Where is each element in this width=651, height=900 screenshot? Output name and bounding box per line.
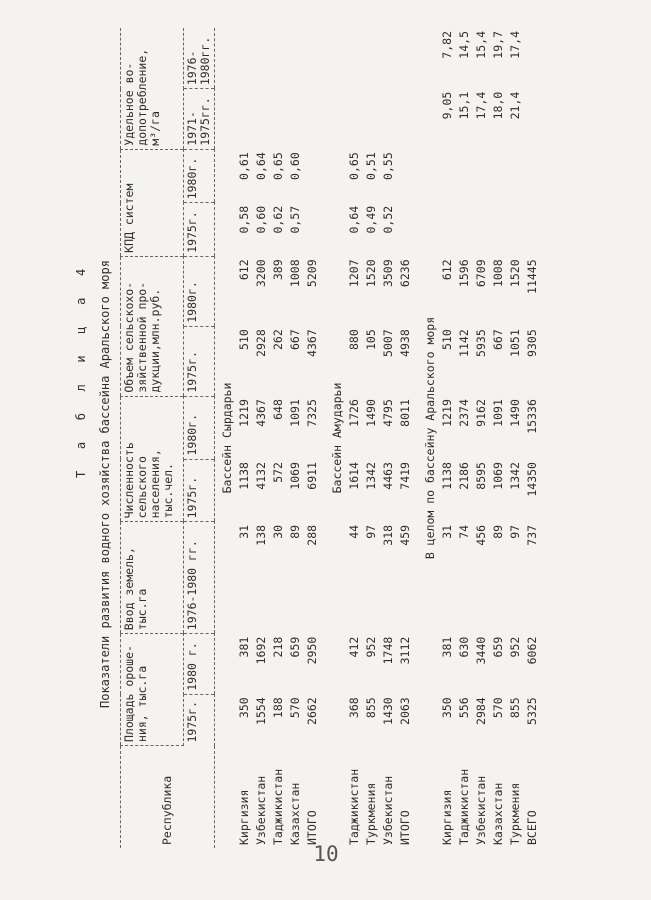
value-cell: 6911 [305,462,319,490]
value-cell [490,149,507,203]
subheader-kpd-1975: 1975г. [184,203,215,257]
value-cell: 1069 [491,462,505,490]
value-cell: 0,64 [347,205,361,234]
value-cell: 1051 [508,329,522,357]
table-caption: Т а б л и ц а 4 [74,261,88,478]
value-cell: 1138 [237,462,251,490]
value-cell: 9,05 [440,91,454,120]
value-cell: 7,82 [440,31,454,59]
value-cell: 2662 [305,697,319,725]
value-cell [380,28,397,89]
value-cell: 7325 [305,399,319,427]
value-cell: 15,1 [457,91,471,120]
value-cell: 1596 [457,259,471,288]
value-cell: 15336 [525,399,539,434]
republic-name-cell: Узбекистан [254,775,268,845]
value-cell: 570 [491,697,505,719]
value-cell: 659 [288,636,302,658]
table-row [270,28,287,848]
value-cell: 0,65 [271,152,285,180]
value-cell: 6709 [474,259,488,288]
value-cell: 2374 [457,399,471,427]
value-cell: 2063 [398,697,412,725]
value-cell: 288 [305,524,319,546]
value-cell: 630 [457,636,471,658]
value-cell: 6062 [525,636,539,665]
value-cell: 350 [237,697,251,719]
subheader-water-1976-1980: 1976- 1980гг. [184,28,215,89]
value-cell: 5935 [474,329,488,357]
value-cell: 105 [364,329,378,351]
value-cell: 350 [440,697,454,719]
table-row [439,28,456,848]
value-cell [524,89,545,150]
value-cell: 381 [237,636,251,658]
table-title: Показатели развития водного хозяйства бассейна Аральского моря [98,260,112,708]
value-cell: 0,57 [288,205,302,234]
value-cell: 1520 [508,259,522,288]
table-row [346,28,363,848]
value-cell [304,89,325,150]
value-cell: 1008 [491,259,505,288]
value-cell: 5325 [525,697,539,725]
value-cell: 15,4 [474,31,488,59]
value-cell: 0,64 [254,152,268,180]
value-cell: 612 [440,259,454,281]
value-cell: 11445 [525,259,539,294]
value-cell [524,28,545,89]
table-row [304,28,325,848]
value-cell: 737 [525,524,539,546]
table-body [215,28,546,848]
value-cell: 1091 [491,399,505,427]
value-cell [456,149,473,203]
value-cell: 5209 [305,259,319,288]
value-cell: 459 [398,524,412,546]
value-cell: 1614 [347,462,361,490]
header-irrigated-area: Площадь ороше- ния, тыс.га [121,634,184,746]
value-cell: 556 [457,697,471,719]
value-cell: 412 [347,636,361,658]
republic-name-cell: Таджикистан [457,768,471,845]
table-row [380,28,397,848]
table-row [253,28,270,848]
value-cell: 97 [364,524,378,539]
value-cell: 0,65 [347,152,361,180]
republic-name-cell: ВСЕГО [525,810,539,845]
value-cell: 6236 [398,259,412,288]
value-cell: 1342 [508,462,522,490]
value-cell: 3112 [398,636,412,665]
table-row [287,28,304,848]
table-row [236,28,253,848]
subheader-pop-1980: 1980г. [184,396,215,459]
value-cell: 5007 [381,329,395,357]
value-cell [524,203,545,257]
value-cell: 97 [508,524,522,539]
value-cell: 8011 [398,399,412,427]
value-cell [456,203,473,257]
value-cell: 0,58 [237,205,251,234]
value-cell: 0,62 [271,205,285,234]
republic-name-cell: Туркмения [364,782,378,845]
value-cell [439,149,456,203]
subheader-area-1980: 1980 г. [184,634,215,695]
value-cell: 880 [347,329,361,351]
value-cell: 952 [508,636,522,658]
republic-name-cell: Таджикистан [271,768,285,845]
republic-name-cell: ИТОГО [398,810,412,845]
value-cell: 952 [364,636,378,658]
value-cell: 572 [271,462,285,483]
data-table [120,28,545,848]
value-cell: 368 [347,697,361,719]
value-cell [253,89,270,150]
value-cell: 138 [254,524,268,546]
value-cell: 2186 [457,462,471,490]
value-cell: 262 [271,329,285,351]
value-cell: 218 [271,636,285,658]
value-cell: 0,60 [288,152,302,180]
section-title: Бассейн Амударьи [330,382,344,494]
section-title: В целом по бассейну Аральского моря [423,316,437,560]
value-cell [439,203,456,257]
value-cell: 659 [491,636,505,658]
value-cell: 89 [491,524,505,539]
value-cell [490,203,507,257]
section-title: Бассейн Сырдарьи [220,382,234,494]
value-cell: 21,4 [508,91,522,120]
value-cell: 4795 [381,399,395,427]
value-cell [473,203,490,257]
value-cell: 74 [457,524,471,539]
header-agri-production: Объем сельскохо- зяйственной про- дукции,млн.руб. [121,256,184,396]
value-cell: 2984 [474,697,488,725]
table-row [524,28,545,848]
header-water-consumption: Удельное во- допотребление, м³/га [121,28,184,149]
value-cell: 1430 [381,697,395,725]
republic-name-cell: Узбекистан [474,775,488,845]
table-row [490,28,507,848]
page-number: 10 [313,842,339,866]
value-cell: 389 [271,259,285,281]
value-cell: 4367 [305,329,319,357]
subheader-prod-1975: 1975г. [184,326,215,396]
value-cell [397,203,418,257]
subheader-kpd-1980: 1980г. [184,149,215,203]
value-cell: 8595 [474,462,488,490]
value-cell [253,28,270,89]
value-cell: 0,49 [364,205,378,234]
republic-name-cell: Туркмения [508,782,522,845]
value-cell: 1008 [288,259,302,288]
value-cell: 2950 [305,636,319,665]
value-cell: 0,52 [381,205,395,234]
value-cell: 0,55 [381,152,395,180]
value-cell: 0,60 [254,205,268,234]
section-header-row [215,28,237,848]
value-cell: 1069 [288,462,302,490]
value-cell: 1490 [364,399,378,427]
subheader-area-1975: 1975г. [184,694,215,745]
value-cell [363,28,380,89]
value-cell: 1091 [288,399,302,427]
value-cell: 1219 [237,399,251,427]
value-cell: 31 [440,524,454,539]
value-cell: 1490 [508,399,522,427]
value-cell [287,28,304,89]
republic-name-cell: Киргизия [237,789,251,845]
value-cell: 9162 [474,399,488,427]
header-rural-population: Численность сельского населения, тыс.чел. [121,396,184,522]
value-cell: 456 [474,524,488,546]
value-cell [346,28,363,89]
value-cell: 855 [508,697,522,719]
value-cell: 381 [440,636,454,658]
value-cell: 9305 [525,329,539,357]
value-cell: 855 [364,697,378,719]
table-row [507,28,524,848]
value-cell [507,203,524,257]
value-cell: 1692 [254,636,268,665]
value-cell: 3200 [254,259,268,288]
value-cell [507,149,524,203]
table-header [121,28,215,848]
republic-name-cell: Киргизия [440,789,454,845]
value-cell [270,28,287,89]
table-row [397,28,418,848]
value-cell: 89 [288,524,302,539]
section-header-row [418,28,439,848]
value-cell: 7419 [398,462,412,490]
value-cell [397,89,418,150]
value-cell: 648 [271,399,285,420]
table-row [456,28,473,848]
value-cell: 1142 [457,329,471,357]
header-land-introduction: Ввод земель, тыс.га [121,522,184,634]
value-cell [397,149,418,203]
section-header-row [325,28,346,848]
value-cell [304,203,325,257]
subheader-pop-1975: 1975г. [184,459,215,522]
value-cell: 30 [271,524,285,539]
value-cell: 1342 [364,462,378,490]
value-cell: 510 [237,329,251,351]
value-cell: 1219 [440,399,454,427]
value-cell [380,89,397,150]
republic-name-cell: Узбекистан [381,775,395,845]
republic-name-cell: Таджикистан [347,768,361,845]
value-cell: 0,51 [364,152,378,180]
value-cell: 570 [288,697,302,719]
table-row [363,28,380,848]
value-cell [363,89,380,150]
rotated-table-page [70,28,590,848]
value-cell: 1726 [347,399,361,427]
header-system-efficiency: КПД систем [121,149,184,256]
subheader-water-1971-1975: 1971- 1975гг. [184,89,215,150]
value-cell: 1554 [254,697,268,725]
value-cell [287,89,304,150]
value-cell: 0,61 [237,152,251,180]
value-cell: 4132 [254,462,268,490]
value-cell: 3509 [381,259,395,288]
value-cell: 318 [381,524,395,546]
value-cell: 1138 [440,462,454,490]
subheader-intro-period: 1976-1980 гг. [184,522,215,634]
republic-name-cell: Казахстан [491,782,505,845]
value-cell: 3440 [474,636,488,665]
value-cell [304,28,325,89]
value-cell: 1748 [381,636,395,665]
header-republic: Республика [121,746,215,848]
subheader-prod-1980: 1980г. [184,256,215,326]
value-cell [236,28,253,89]
value-cell: 18,0 [491,91,505,120]
value-cell: 4367 [254,399,268,427]
value-cell [236,89,253,150]
value-cell: 17,4 [508,31,522,59]
value-cell: 1520 [364,259,378,288]
value-cell [346,89,363,150]
value-cell: 1207 [347,259,361,288]
value-cell [524,149,545,203]
value-cell: 2928 [254,329,268,357]
republic-name-cell: Казахстан [288,782,302,845]
table-row [473,28,490,848]
value-cell: 31 [237,524,251,539]
value-cell: 510 [440,329,454,351]
value-cell: 612 [237,259,251,281]
value-cell: 14,5 [457,31,471,59]
value-cell: 14350 [525,462,539,497]
value-cell [397,28,418,89]
value-cell: 188 [271,697,285,719]
value-cell: 19,7 [491,31,505,59]
value-cell: 667 [288,329,302,351]
value-cell [304,149,325,203]
value-cell [270,89,287,150]
value-cell: 17,4 [474,91,488,120]
value-cell: 44 [347,524,361,539]
value-cell: 4938 [398,329,412,357]
value-cell [473,149,490,203]
republic-name-cell: ИТОГО [305,810,319,845]
value-cell: 667 [491,329,505,351]
value-cell: 4463 [381,462,395,490]
